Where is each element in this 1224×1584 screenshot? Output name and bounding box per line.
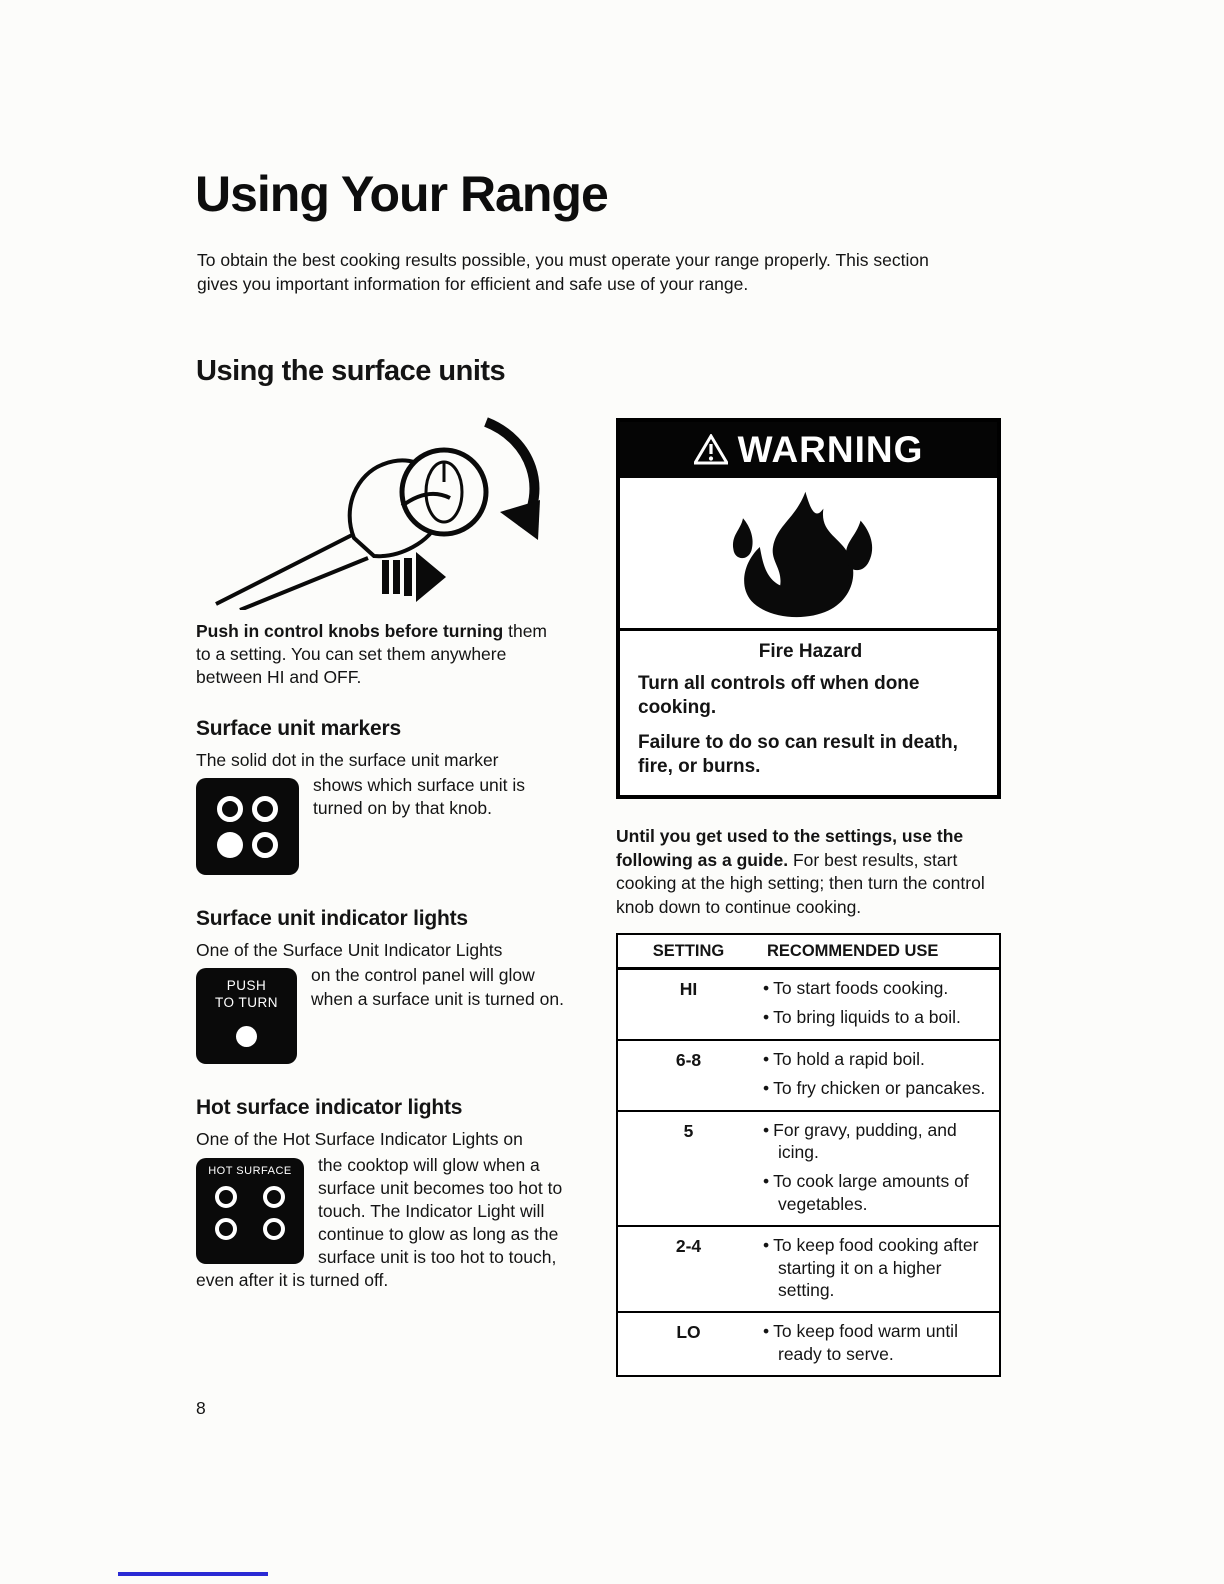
bullet-icon: • xyxy=(763,1119,770,1140)
bullet-text: To keep food warm until ready to serve. xyxy=(773,1321,958,1364)
warning-body xyxy=(620,628,997,795)
bullet-text: To keep food cooking after starting it on a higher setting. xyxy=(773,1235,979,1300)
bullet-text: To hold a rapid boil. xyxy=(773,1048,925,1069)
marker-dot-open xyxy=(252,832,278,858)
bullet-text: To fry chicken or pancakes. xyxy=(773,1078,986,1099)
bullet-item xyxy=(763,1077,993,1099)
push-to-turn-label-line1: PUSH xyxy=(226,978,267,994)
warning-box xyxy=(616,418,1001,799)
bullet-item xyxy=(763,977,993,999)
push-to-turn-label-line2: TO TURN xyxy=(214,995,278,1011)
hot-surface-icon xyxy=(196,1158,304,1264)
push-to-turn-icon xyxy=(196,968,297,1064)
marker-dot-filled xyxy=(217,832,243,858)
recommended-use-cell xyxy=(759,1111,1000,1227)
hazard-title: Fire Hazard xyxy=(758,641,863,662)
bullet-text: For gravy, pudding, and icing. xyxy=(773,1119,957,1162)
warning-line2: Failure to do so can result in death, fire, or burns. xyxy=(638,731,958,777)
left-column xyxy=(196,408,568,1292)
hot-surface-icon-label: HOT SURFACE xyxy=(208,1164,292,1177)
marker-dot-open xyxy=(252,796,278,822)
scan-artifact-line xyxy=(118,1572,268,1576)
table-row xyxy=(617,1040,1000,1111)
bullet-text: To start foods cooking. xyxy=(773,978,949,998)
page-title: Using Your Range xyxy=(195,166,608,222)
bullet-icon: • xyxy=(763,1078,770,1099)
setting-value: 2-4 xyxy=(675,1236,702,1257)
knob-instructions-rest: them to a setting. You can set them anywhere between HI and OFF. xyxy=(196,621,548,688)
hot-surface-dots xyxy=(215,1186,285,1240)
indicator-block xyxy=(196,964,568,1068)
indicator-text-rest: on the control panel will glow when a surface unit is turned on. xyxy=(311,965,564,1009)
knob-instructions xyxy=(196,620,548,689)
setting-header: SETTING xyxy=(617,934,759,969)
bullet-item xyxy=(763,1320,993,1365)
bullet-item xyxy=(763,1119,993,1164)
table-header-row xyxy=(617,934,1000,969)
guide-paragraph xyxy=(616,825,1001,919)
hot-dot-open xyxy=(263,1186,285,1208)
hot-surface-text-rest: the cooktop will glow when a surface unit becomes too hot to touch. The Indicator Light will continue to glow as long as the surface unit is too hot to touch, even after it is turned off. xyxy=(196,1154,563,1291)
hot-dot-open xyxy=(215,1218,237,1240)
markers-block xyxy=(196,774,568,879)
surface-unit-marker-icon xyxy=(196,778,299,875)
hot-dot-open xyxy=(263,1218,285,1240)
markers-heading: Surface unit markers xyxy=(196,717,401,741)
guide-paragraph-bold: Until you get used to the settings, use the following as a guide. xyxy=(616,826,964,870)
table-row xyxy=(617,969,1000,1040)
bullet-text: To bring liquids to a boil. xyxy=(773,1007,961,1028)
hot-surface-block xyxy=(196,1154,568,1293)
markers-text-rest: shows which surface unit is turned on by that knob. xyxy=(313,775,526,819)
warning-header xyxy=(620,422,997,478)
recommended-use-cell xyxy=(759,1312,1000,1376)
indicator-light-dot xyxy=(236,1026,257,1047)
bullet-icon: • xyxy=(763,1171,770,1192)
marker-dot-open xyxy=(217,796,243,822)
indicator-text-line1: One of the Surface Unit Indicator Lights xyxy=(196,940,503,961)
warning-flame-area xyxy=(620,478,997,628)
section-heading: Using the surface units xyxy=(196,355,506,387)
bullet-item xyxy=(763,1234,993,1301)
bullet-icon: • xyxy=(763,1007,770,1028)
bullet-icon: • xyxy=(763,1235,770,1256)
warning-header-text: WARNING xyxy=(737,429,924,470)
recommended-use-header: RECOMMENDED USE xyxy=(759,934,1000,969)
right-column xyxy=(616,418,1001,1377)
page-number: 8 xyxy=(196,1398,206,1418)
settings-table xyxy=(616,933,1001,1377)
bullet-item xyxy=(763,1006,993,1028)
table-row xyxy=(617,1111,1000,1227)
setting-value: HI xyxy=(679,979,698,999)
intro-paragraph: To obtain the best cooking results possible, you must operate your range properly. This section gives you important information for efficient and safe use of your range. xyxy=(197,250,929,295)
settings-table-body xyxy=(617,969,1000,1377)
bullet-item xyxy=(763,1048,993,1070)
table-row xyxy=(617,1226,1000,1312)
recommended-use-cell xyxy=(759,1040,1000,1111)
settings-table-head xyxy=(617,934,1000,969)
bullet-text: To cook large amounts of vegetables. xyxy=(773,1171,969,1214)
recommended-use-cell xyxy=(759,1226,1000,1312)
warning-triangle-icon xyxy=(694,434,728,466)
table-row xyxy=(617,1312,1000,1376)
hot-surface-heading: Hot surface indicator lights xyxy=(196,1096,463,1120)
hot-surface-text-line1: One of the Hot Surface Indicator Lights on xyxy=(196,1129,523,1150)
flame-icon xyxy=(714,487,904,619)
warning-line1: Turn all controls off when done cooking. xyxy=(638,673,920,719)
setting-value: LO xyxy=(676,1322,701,1343)
indicator-heading: Surface unit indicator lights xyxy=(196,907,468,931)
markers-text-line1: The solid dot in the surface unit marker xyxy=(196,750,499,771)
bullet-item xyxy=(763,1170,993,1215)
setting-value: 6-8 xyxy=(675,1049,702,1070)
recommended-use-cell xyxy=(759,969,1000,1040)
guide-paragraph-rest: For best results, start cooking at the high setting; then turn the control knob down to continue cooking. xyxy=(616,849,985,917)
bullet-icon: • xyxy=(763,978,770,998)
bullet-icon: • xyxy=(763,1321,770,1342)
bullet-icon: • xyxy=(763,1048,770,1069)
knob-instructions-bold: Push in control knobs before turning xyxy=(196,621,504,641)
push-arrow-icon xyxy=(382,552,446,602)
knob-hand-illustration-icon xyxy=(196,408,564,610)
hot-dot-open xyxy=(215,1186,237,1208)
setting-value: 5 xyxy=(683,1120,694,1141)
knob-illustration xyxy=(196,408,564,610)
push-to-turn-label xyxy=(215,978,278,1012)
